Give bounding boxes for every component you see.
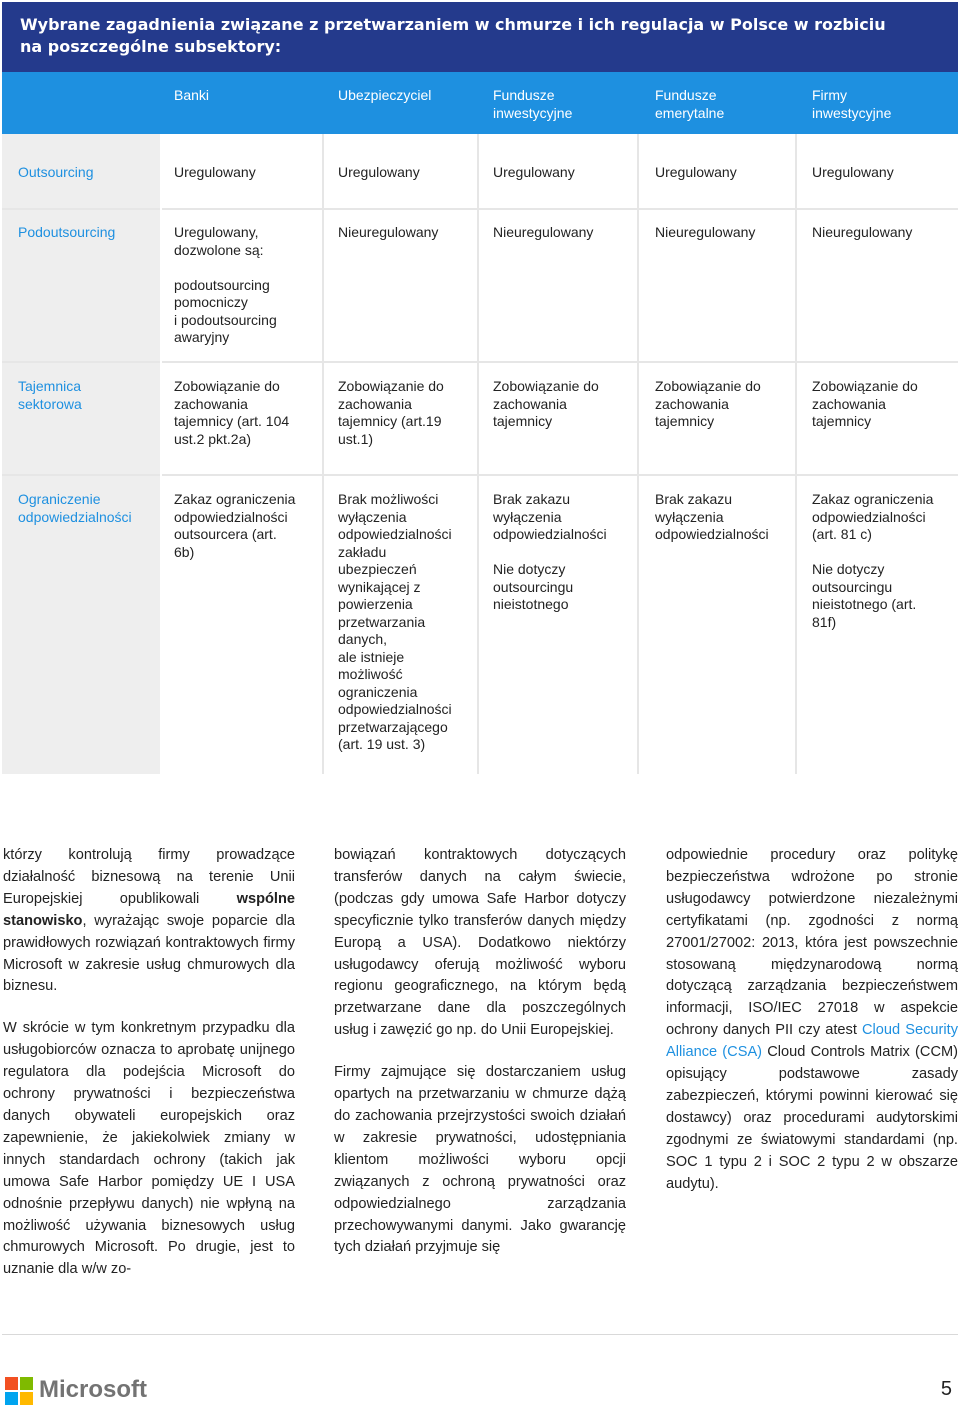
page-title [2,2,958,72]
table-header [2,72,958,134]
row-label-tajemnica-sektorowa: Tajemnica sektorowa [18,378,82,412]
microsoft-logo-icon [5,1377,33,1405]
table-cell: Uregulowany, dozwolone są: podoutsourcing pomocniczy i podoutsourcing awaryjny [174,224,277,345]
table-cell: Zakaz ograniczenia odpowiedzialności outsourcera (art. 6b) [174,491,296,560]
table-cell: Zobowiązanie do zachowania tajemnicy [493,378,599,429]
body-column-3 [666,845,958,1216]
table-cell: Nieuregulowany [655,224,756,240]
column-header-fundusze-inwestycyjne [493,86,572,122]
body-bold-text: wspólne stanowisko [3,890,295,929]
column-divider [477,134,479,774]
table-cell: Uregulowany [338,164,420,180]
column-header-ubezpieczyciel [338,86,431,104]
row-label-podoutsourcing: Podoutsourcing [18,224,116,240]
body-paragraph: bowiązań kontraktowych dotyczących transferów danych na całym świecie, (podczas gdy umowa Safe Harbor dotyczy specyficznie tylko transferów danych między Europą a USA). Dodatkowo niektórzy usługodawcy oferują możliwość wyboru regionu geograficznego, na którym będą przetwarzane dane dla poszczególnych usług i zawęzić go np. do Unii Europejskiej. [334,847,626,1039]
body-text: Cloud Controls Matrix (CCM) opisujący podstawowe zasady zabezpieczeń, którymi powinni kierować się dostawcy) oraz procedurami audytorskimi zgodnymi ze światowymi standardami (np. SOC 1 typu 2 i SOC 2 typu 2 w obszarze audytu). [666,1044,959,1192]
table-cell: Uregulowany [493,164,575,180]
body-paragraph [666,845,958,1196]
column-divider [160,134,162,774]
csa-link[interactable]: Cloud Security Alliance (CSA) [666,1022,958,1061]
table-cell: Zobowiązanie do zachowania tajemnicy [812,378,918,429]
microsoft-logo [5,1374,145,1408]
table-cell: Uregulowany [812,164,894,180]
column-divider [637,134,639,774]
column-header-firmy-inwestycyjne [812,86,891,122]
column-header-fundusze-emerytalne [655,86,724,122]
body-text: którzy kontrolują firmy prowadzące działalność biznesową na terenie Unii Europejskiej opublikowali [3,847,295,907]
column-divider [322,134,324,774]
column-header-label: Fundusze emerytalne [655,87,725,121]
body-paragraph: W skrócie w tym konkretnym przypadku dla usługobiorców oznacza to aprobatę unijnego regulatora dla podejścia Microsoft do ochrony prywatności i bezpieczeństwa danych obywateli europejskich oraz zapewnienie, że jakiekolwiek zmiany w innych standardach ochrony (takich jak umowa Safe Harbor pomiędzy UE I USA odnośnie przepływu danych) nie wpłyną na możliwość używania biznesowych usług chmurowych Microsoft. Po drugie, jest to uznanie dla w/w zo- [3,1020,295,1278]
column-header-label: Banki [174,87,210,103]
column-header-banki [174,86,209,104]
column-header-label: Fundusze inwestycyjne [493,87,573,121]
table-cell: Brak możliwości wyłączenia odpowiedzialności zakładu ubezpieczeń wynikającej z powierzenia przetwarzania danych, ale istnieje możliwość ograniczenia odpowiedzialności przetwarzającego (art. 19 ust. 3) [338,491,452,752]
title-line-2: na poszczególne subsektory: [20,37,282,56]
column-header-label: Firmy inwestycyjne [812,87,892,121]
table-cell: Brak zakazu wyłączenia odpowiedzialności [655,491,769,542]
table-cell: Nieuregulowany [493,224,594,240]
page-number: 5 [940,1378,952,1400]
row-label-ograniczenie-odpowiedzialnosci: Ograniczenie odpowiedzialności [18,491,132,525]
table-cell: Zakaz ograniczenia odpowiedzialności (art. 81 c) Nie dotyczy outsourcingu nieistotnego (art. 81f) [812,491,934,630]
row-divider [2,474,958,476]
body-text: odpowiednie procedury oraz politykę bezpieczeństwa wdrożone po stronie usługodawcy potwierdzone niezależnymi certyfikatami (np. zgodności z normą 27001/27002: 2013, która jest powszechnie stosowaną międzynarodową normą dotyczącą zarządzania bezpieczeństwem informacji, ISO/IEC 27018 w aspekcie ochrony danych PII czy atest [666,847,958,1039]
title-line-1: Wybrane zagadnienia związane z przetwarzaniem w chmurze i ich regulacja w Polsce w rozbiciu [20,15,886,34]
table-cell: Nieuregulowany [338,224,439,240]
table-cell: Uregulowany [655,164,737,180]
row-divider [2,361,958,363]
column-header-label: Ubezpieczyciel [338,87,432,103]
table-cell: Zobowiązanie do zachowania tajemnicy (art. 104 ust.2 pkt.2a) [174,378,290,447]
table-cell: Zobowiązanie do zachowania tajemnicy [655,378,761,429]
body-paragraph: Firmy zajmujące się dostarczaniem usług opartych na przetwarzaniu w chmurze dążą do zachowania przejrzystości swoich działań w zakresie prywatności, udostępniania klientom możliwości wyboru opcji związanych z ochroną prywatności oraz odpowiedzialnego zarządzania przechowywanymi danymi. Jako gwarancję tych działań przyjmuje się [334,1064,626,1256]
table-cell: Uregulowany [174,164,256,180]
row-divider [2,208,958,210]
microsoft-logo-text: Microsoft [39,1376,147,1403]
table-cell: Zobowiązanie do zachowania tajemnicy (art.19 ust.1) [338,378,444,447]
column-divider [795,134,797,774]
table-cell: Brak zakazu wyłączenia odpowiedzialności Nie dotyczy outsourcingu nieistotnego [493,491,607,612]
footer-divider [2,1334,958,1335]
body-text: , wyrażając swoje poparcie dla prawidłowych rozwiązań kontraktowych firmy Microsoft w zakresie usług chmurowych dla biznesu. [3,912,295,995]
body-column-2 [334,845,626,1279]
body-paragraph [3,845,295,998]
table-cell: Nieuregulowany [812,224,913,240]
body-column-1 [3,845,295,1301]
row-label-outsourcing: Outsourcing [18,164,94,180]
